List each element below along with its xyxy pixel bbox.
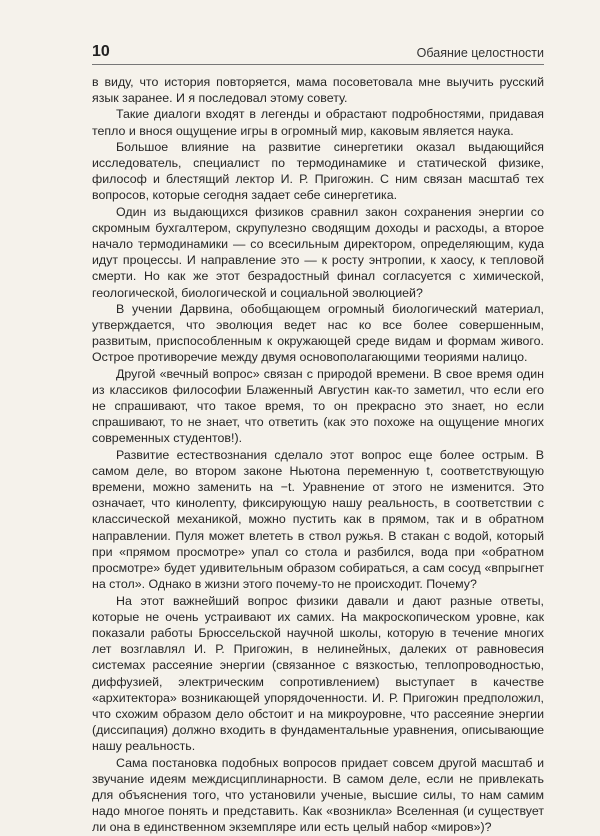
paragraph: Сама постановка подобных вопросов придает совсем другой масштаб и звучание идеям междисциплинарности. В самом деле, если не привлекать для объяснения того, что установили ученые, высшие силы, то нам самим надо многое понять и представить. Как «возникла» Вселенная (и существует ли она в единственном экземпляре или есть целый набор «миров»)? [92, 755, 544, 835]
page-number: 10 [92, 43, 110, 60]
paragraph: Большое влияние на развитие синергетики оказал выдающийся исследователь, специалист по термодинамике и статической физике, философ и блестящий лектор И. Р. Пригожин. С ним связан масштаб тех вопросов, которые сегодня задает себе синергетика. [92, 139, 544, 203]
paragraph: в виду, что история повторяется, мама посоветовала мне выучить русский язык заранее. И я последовал этому совету. [92, 75, 544, 106]
paragraph: Развитие естествознания сделало этот вопрос еще более острым. В самом деле, во втором законе Ньютона переменную t, соответствующую времени, можно заменить на −t. Уравнение от этого не изменится. Это означает, что кинолenту, фиксирующую нашу реальность, в соответствии с классической механикой, можно пустить как в прямом, так и в обратном направлении. Пуля может влететь в ствол ружья. В стакан с водой, который при «прямом просмотре» упал со стола и разбился, вода при «обратном просмотре» будет удивительным образом собираться, а сам сосуд «впрыгнет на стол». Однако в жизни этого почему-то не происходит. Почему? [92, 447, 544, 592]
page-header [92, 38, 544, 65]
paragraph: Такие диалоги входят в легенды и обрастают подробностями, придавая тепло и внося ощущение игры в огромный мир, каковым является наука. [92, 107, 544, 138]
paragraph: На этот важнейший вопрос физики давали и дают разные ответы, которые не очень устраивают их самих. На макроскопическом уровне, как показали работы Брюссельской научной школы, которую в течение многих лет возглавлял И. Р. Пригожин, в нелинейных, далеких от равновесия системах рассеяние энергии (связанное с вязкостью, теплопроводностью, диффузией, электрическим сопротивлением) выступает в качестве «архитектора» возникающей упорядоченности. И. Р. Пригожин предположил, что схожим образом дело обстоит и на микроуровне, что рассеяние энергии (диссипация) должно входить в фундаментальные уравнения, описывающие нашу реальность. [92, 593, 544, 754]
paragraph: Один из выдающихся физиков сравнил закон сохранения энергии со скромным бухгалтером, скрупулезно сводящим доходы и расходы, а второе начало термодинамики — со всесильным директором, определяющим, куда идут процессы. И направление это — к росту энтропии, к хаосу, к тепловой смерти. Но как же этот безрадостный финал согласуется с химической, геологической, биологической и социальной эволюцией? [92, 204, 544, 300]
running-title: Обаяние целостности [416, 46, 544, 60]
paragraph: Другой «вечный вопрос» связан с природой времени. В свое время один из классиков философии Блаженный Августин как-то заметил, что если его не спрашивают, что такое время, то он прекрасно это знает, но если спрашивают, то не знает, что ответить (как это похоже на ощущение многих современных студентов!). [92, 366, 544, 446]
paragraph: В учении Дарвина, обобщающем огромный биологический материал, утверждается, что эволюция ведет нас ко все более совершенным, развитым, приспособленным к окружающей среде видам и формам живого. Острое противоречие между двумя основополагающими теориями налицо. [92, 301, 544, 365]
page-body [92, 74, 544, 836]
